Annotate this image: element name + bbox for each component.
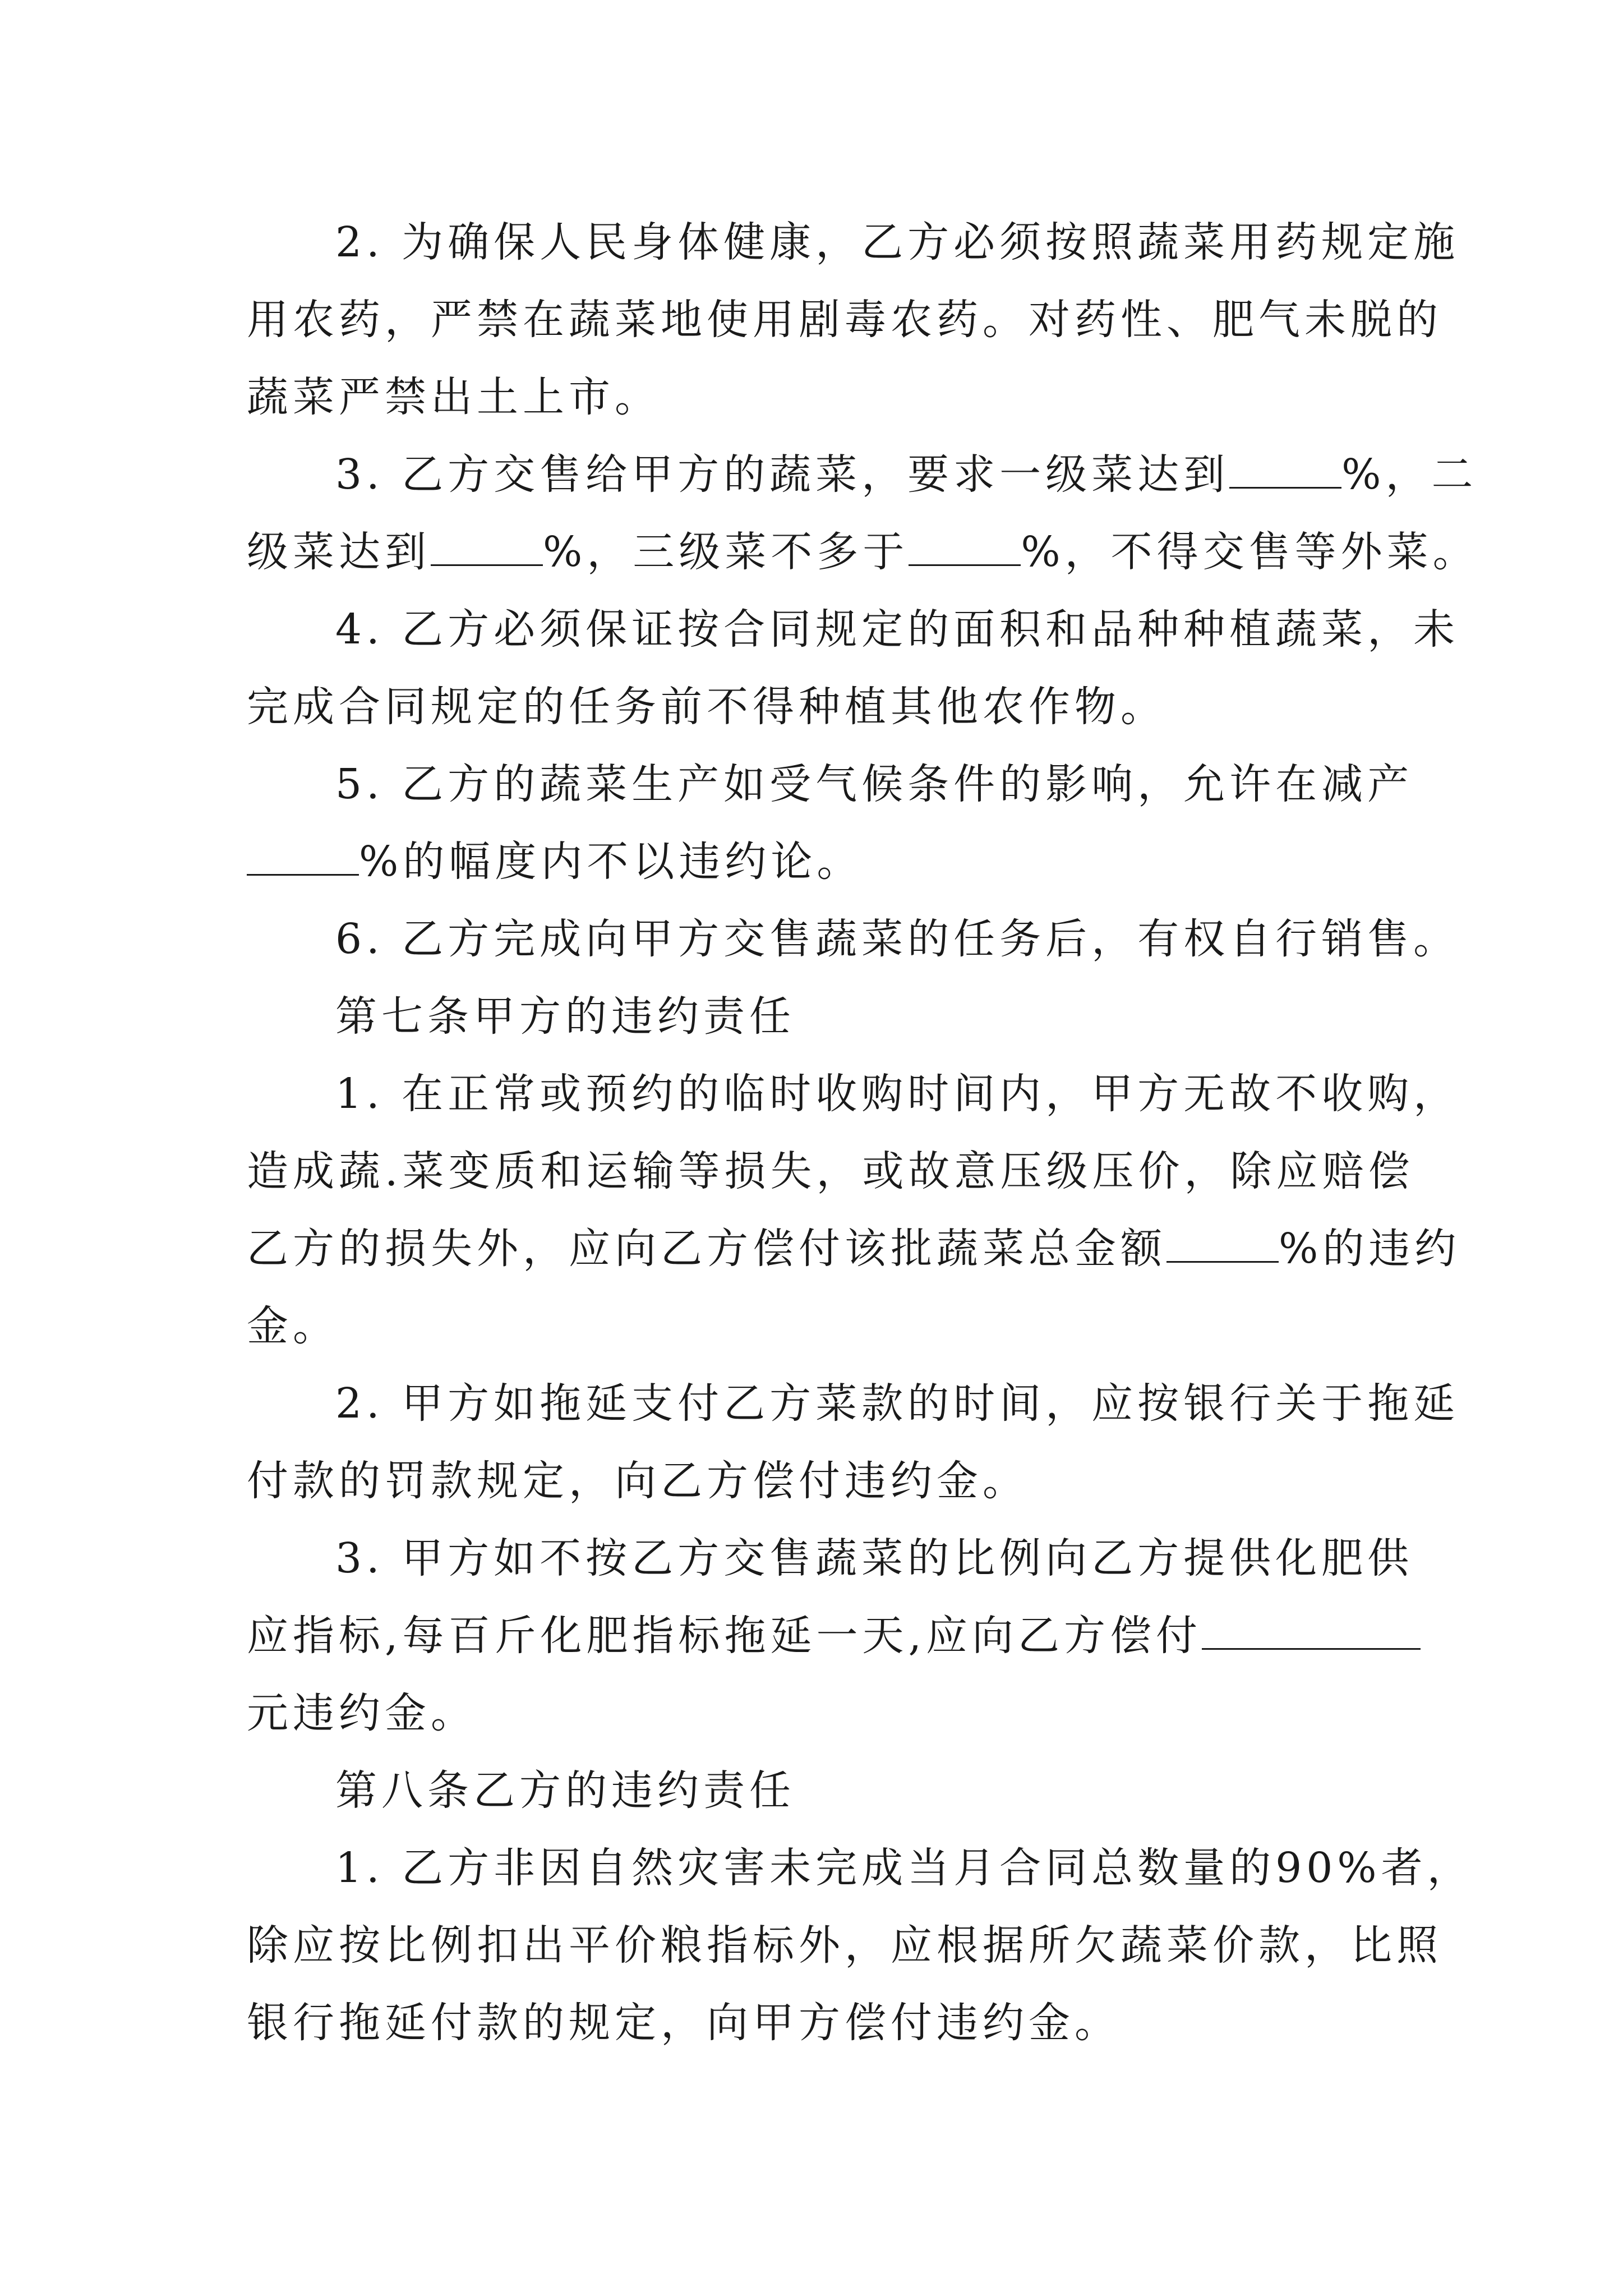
clause-3-text-e: %，不得交售等外菜。 [1021,528,1479,576]
article-7-clause-3-line-1: 3. 甲方如不按乙方交售蔬菜的比例向乙方提供化肥供 [335,1534,1414,1582]
clause-3-line-1 [335,447,1477,503]
first-grade-percent-blank [1229,448,1341,489]
clause-3-text-c: 级菜达到 [247,528,431,576]
article-8-clause-1-line-1: 1. 乙方非因自然灾害未完成当月合同总数量的90%者， [335,1844,1473,1892]
clause-3-line-2 [247,524,1479,580]
clause-3-text-a: 3. 乙方交售给甲方的蔬菜，要求一级菜达到 [335,450,1230,499]
clause-5-text: %的幅度内不以违约论。 [359,838,863,886]
article-8-heading: 第八条乙方的违约责任 [335,1766,795,1815]
article-7-clause-1-line-3 [247,1221,1460,1277]
clause-5-line-2 [247,834,863,890]
article-7-clause-2-line-2: 付款的罚款规定，向乙方偿付违约金。 [247,1457,1029,1505]
article-8-clause-1-line-2: 除应按比例扣出平价粮指标外，应根据所欠蔬菜价款，比照 [247,1921,1442,1970]
article-7-heading: 第七条甲方的违约责任 [335,992,795,1041]
clause-2-line-2: 用农药，严禁在蔬菜地使用剧毒农药。对药性、肥气未脱的 [247,296,1442,344]
penalty-percent-blank [1166,1222,1279,1263]
article-7-clause-1-line-2: 造成蔬.菜变质和运输等损失，或故意压级压价，除应赔偿 [247,1147,1414,1195]
article-7-clause-1-line-1: 1. 在正常或预约的临时收购时间内，甲方无故不收购， [335,1070,1460,1118]
clause-2-line-3: 蔬菜严禁出土上市。 [247,373,661,421]
clause-4-line-2: 完成合同规定的任务前不得种植其他农作物。 [247,683,1166,731]
clause-3-text-d: %，三级菜不多于 [543,528,909,576]
yield-reduction-percent-blank [247,835,359,876]
article-7-clause-1-line-4: 金。 [247,1302,339,1350]
article-7-clause-3-line-3: 元违约金。 [247,1689,477,1737]
clause-6-line-1: 6. 乙方完成向甲方交售蔬菜的任务后，有权自行销售。 [335,915,1460,963]
article-7-clause-3-line-2 [247,1608,1421,1664]
article-7-clause-3-text: 应指标,每百斤化肥指标拖延一天,应向乙方偿付 [247,1612,1202,1660]
clause-3-text-b: %，二 [1341,450,1478,499]
article-7-clause-2-line-1: 2. 甲方如拖延支付乙方菜款的时间，应按银行关于拖延 [335,1379,1460,1428]
clause-2-line-1: 2. 为确保人民身体健康，乙方必须按照蔬菜用药规定施 [335,218,1460,266]
clause-4-line-1: 4. 乙方必须保证按合同规定的面积和品种种植蔬菜，未 [335,605,1460,654]
third-grade-percent-blank [909,525,1021,566]
article-7-clause-1-text-a: 乙方的损失外，应向乙方偿付该批蔬菜总金额 [247,1225,1166,1273]
article-7-clause-1-text-b: %的违约 [1279,1225,1461,1273]
second-grade-percent-blank [431,525,543,566]
clause-5-line-1: 5. 乙方的蔬菜生产如受气候条件的影响，允许在减产 [335,760,1414,808]
article-8-clause-1-line-3: 银行拖延付款的规定，向甲方偿付违约金。 [247,1999,1121,2047]
fertilizer-penalty-amount-blank [1202,1609,1421,1650]
